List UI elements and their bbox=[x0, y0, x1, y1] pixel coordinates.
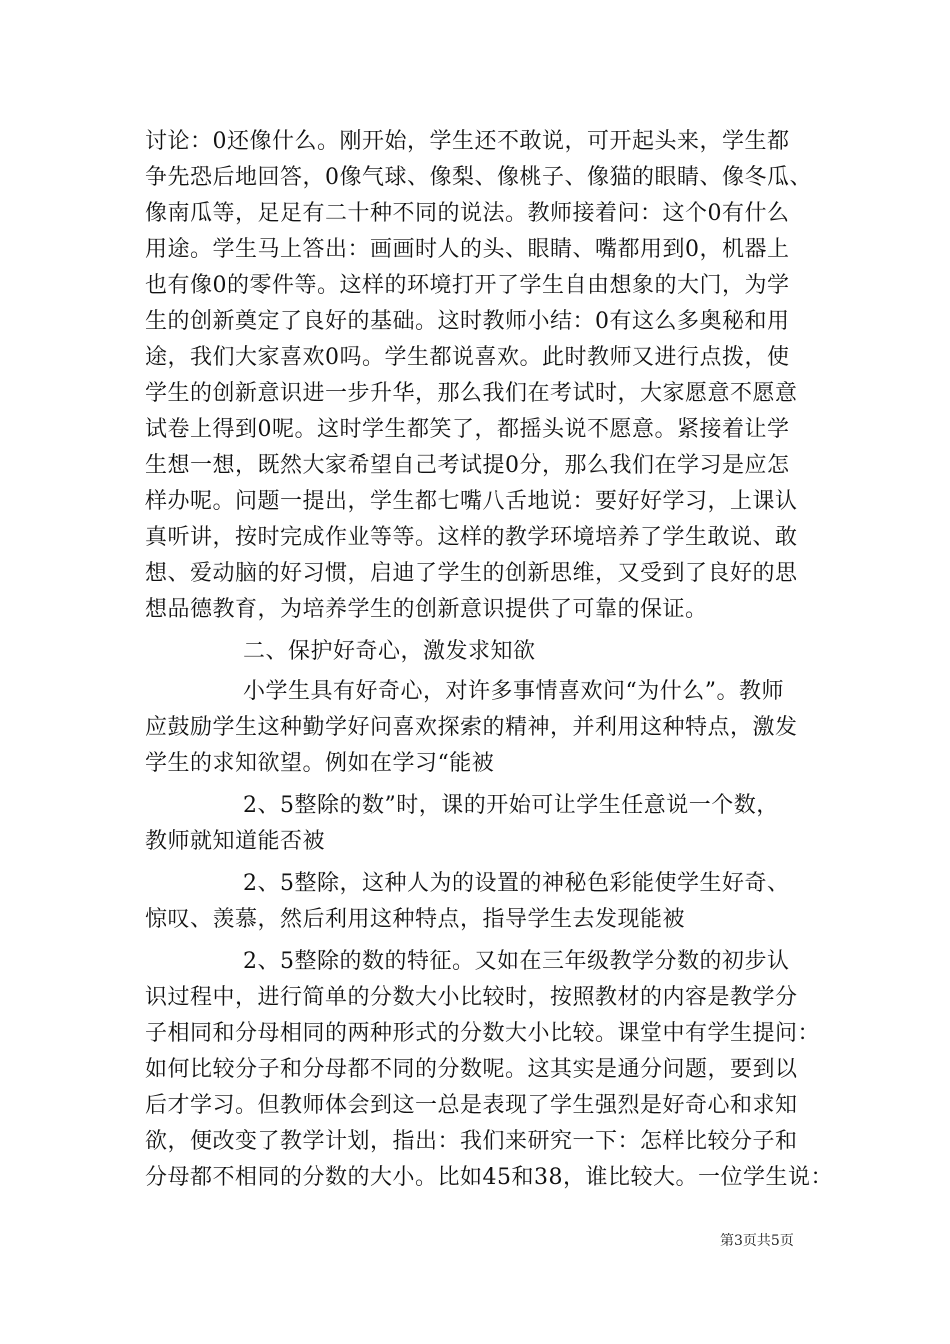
text-line-10: 生想一想，既然大家希望自己考试提0分，那么我们在学习是应怎 bbox=[145, 453, 790, 478]
text-line-5: 也有像0的零件等。这样的环境打开了学生自由想象的大门，为学 bbox=[145, 273, 790, 298]
text-line-3: 像南瓜等，足足有二十种不同的说法。教师接着问：这个0有什么 bbox=[145, 201, 790, 226]
page-number: 第3页共5页 bbox=[720, 1233, 794, 1249]
text-line-1: 讨论：0还像什么。刚开始，学生还不敢说，可开起头来，学生都 bbox=[145, 129, 790, 154]
text-line-18: 学生的求知欲望。例如在学习“能被 bbox=[145, 751, 495, 776]
text-line-20: 教师就知道能否被 bbox=[145, 829, 326, 854]
text-line-8: 学生的创新意识进一步升华，那么我们在考试时，大家愿意不愿意 bbox=[145, 381, 798, 406]
text-line-27: 后才学习。但教师体会到这一总是表现了学生强烈是好奇心和求知 bbox=[145, 1093, 798, 1118]
text-line-29: 分母都不相同的分数的大小。比如45和38，谁比较大。一位学生说： bbox=[145, 1165, 833, 1190]
text-line-24: 识过程中，进行简单的分数大小比较时，按照教材的内容是教学分 bbox=[145, 985, 798, 1010]
text-line-14: 想品德教育，为培养学生的创新意识提供了可靠的保证。 bbox=[145, 597, 708, 622]
text-line-16: 小学生具有好奇心，对许多事情喜欢问“为什么”。教师 bbox=[243, 679, 784, 704]
text-line-13: 想、爱动脑的好习惯，启迪了学生的创新思维，又受到了良好的思 bbox=[145, 561, 798, 586]
text-line-21: 2、5整除，这种人为的设置的神秘色彩能使学生好奇、 bbox=[243, 871, 790, 896]
text-line-12: 真听讲，按时完成作业等等。这样的教学环境培养了学生敢说、敢 bbox=[145, 525, 798, 550]
text-line-4: 用途。学生马上答出：画画时人的头、眼睛、嘴都用到0，机器上 bbox=[145, 237, 790, 262]
section-heading: 二、保护好奇心，激发求知欲 bbox=[243, 639, 536, 664]
text-line-7: 途，我们大家喜欢0吗。学生都说喜欢。此时教师又进行点拨，使 bbox=[145, 345, 790, 370]
text-line-11: 样办呢。问题一提出，学生都七嘴八舌地说：要好好学习，上课认 bbox=[145, 489, 798, 514]
text-line-9: 试卷上得到0呢。这时学生都笑了，都摇头说不愿意。紧接着让学 bbox=[145, 417, 790, 442]
text-line-22: 惊叹、羡慕，然后利用这种特点，指导学生去发现能被 bbox=[145, 907, 686, 932]
text-line-26: 如何比较分子和分母都不同的分数呢。这其实是通分问题，要到以 bbox=[145, 1057, 798, 1082]
text-line-25: 子相同和分母相同的两种形式的分数大小比较。课堂中有学生提问： bbox=[145, 1021, 821, 1046]
text-line-6: 生的创新奠定了良好的基础。这时教师小结：0有这么多奥秘和用 bbox=[145, 309, 790, 334]
text-line-23: 2、5整除的数的特征。又如在三年级教学分数的初步认 bbox=[243, 949, 790, 974]
text-line-19: 2、5整除的数”时，课的开始可让学生任意说一个数， bbox=[243, 793, 779, 818]
text-line-17: 应鼓励学生这种勤学好问喜欢探索的精神，并利用这种特点，激发 bbox=[145, 715, 798, 740]
text-line-2: 争先恐后地回答，0像气球、像梨、像桃子、像猫的眼睛、像冬瓜、 bbox=[145, 165, 812, 190]
text-line-28: 欲，便改变了教学计划，指出：我们来研究一下：怎样比较分子和 bbox=[145, 1129, 798, 1154]
